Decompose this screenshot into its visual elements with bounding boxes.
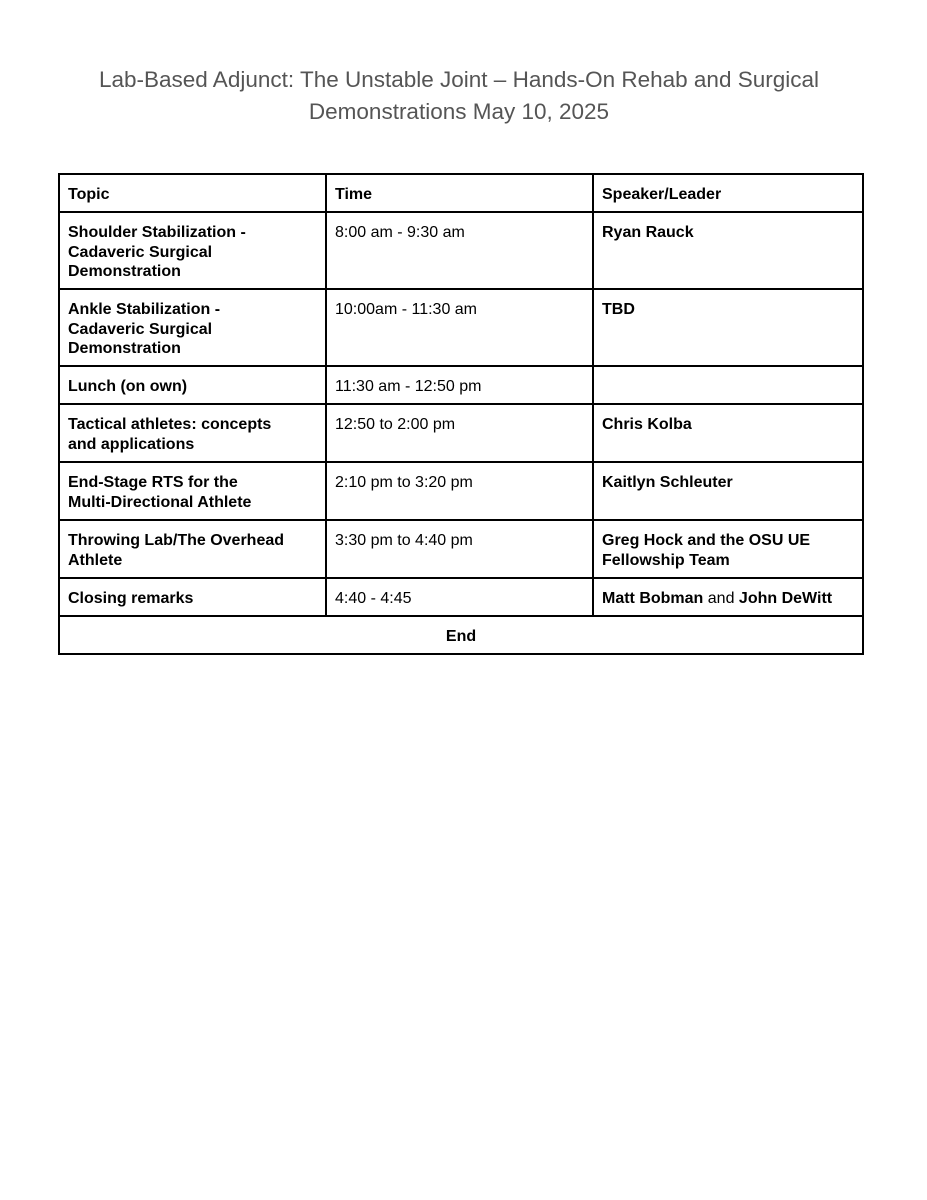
title-line-1: Lab-Based Adjunct: The Unstable Joint – Hands-On Rehab and Surgical [98,67,820,92]
topic-line: Cadaveric Surgical [68,243,213,261]
speaker-cell [593,578,863,616]
time-cell: 2:10 pm to 3:20 pm [326,462,593,520]
table-end-row [59,616,863,654]
header-time: Time [326,174,593,212]
topic-cell [59,289,326,366]
time-cell: 10:00am - 11:30 am [326,289,593,366]
time-cell: 8:00 am - 9:30 am [326,212,593,289]
topic-cell [59,404,326,462]
topic-line: End-Stage RTS for the [68,474,238,491]
topic-line: Tactical athletes: concepts [68,416,272,433]
topic-cell [59,462,326,520]
topic-cell [59,578,326,616]
time-cell: 12:50 to 2:00 pm [326,404,593,462]
topic-line: Multi-Directional Athlete [68,493,252,511]
speaker-connector: and [703,590,739,607]
topic-line: Cadaveric Surgical [68,320,213,338]
time-cell: 11:30 am - 12:50 pm [326,366,593,404]
topic-line: Demonstration [68,340,181,357]
title-line-2: Demonstrations May 10, 2025 [308,99,610,124]
table-row [59,289,863,366]
topic-line: Closing remarks [68,590,194,607]
speaker-cell-empty [593,366,863,404]
table-header-row [59,174,863,212]
header-topic: Topic [59,174,326,212]
topic-line: Athlete [68,551,123,569]
speaker-line: TBD [602,301,635,318]
speaker-cell [593,404,863,462]
speaker-name: Matt Bobman [602,590,704,607]
table-row [59,578,863,616]
topic-line: Demonstration [68,263,181,280]
speaker-name: John DeWitt [738,590,833,607]
speaker-cell [593,289,863,366]
topic-line: Ankle Stabilization - [68,301,221,318]
speaker-line: Ryan Rauck [602,224,694,241]
speaker-cell [593,462,863,520]
table-row [59,366,863,404]
table-row [59,212,863,289]
topic-cell [59,366,326,404]
schedule-table [58,173,864,655]
topic-cell [59,212,326,289]
topic-line: and applications [68,435,195,453]
time-cell: 4:40 - 4:45 [326,578,593,616]
speaker-cell [593,520,863,578]
page-title [40,64,878,128]
topic-line: Throwing Lab/The Overhead [68,532,285,549]
header-speaker: Speaker/Leader [593,174,863,212]
speaker-cell [593,212,863,289]
end-label: End [59,616,863,654]
speaker-line: Greg Hock and the OSU UE [602,532,811,549]
table-row [59,404,863,462]
time-cell: 3:30 pm to 4:40 pm [326,520,593,578]
topic-line: Lunch (on own) [68,378,188,395]
speaker-line: Kaitlyn Schleuter [602,474,733,491]
topic-cell [59,520,326,578]
table-row [59,520,863,578]
topic-line: Shoulder Stabilization - [68,224,246,241]
speaker-line: Fellowship Team [602,551,730,569]
speaker-line: Chris Kolba [602,416,692,433]
table-row [59,462,863,520]
